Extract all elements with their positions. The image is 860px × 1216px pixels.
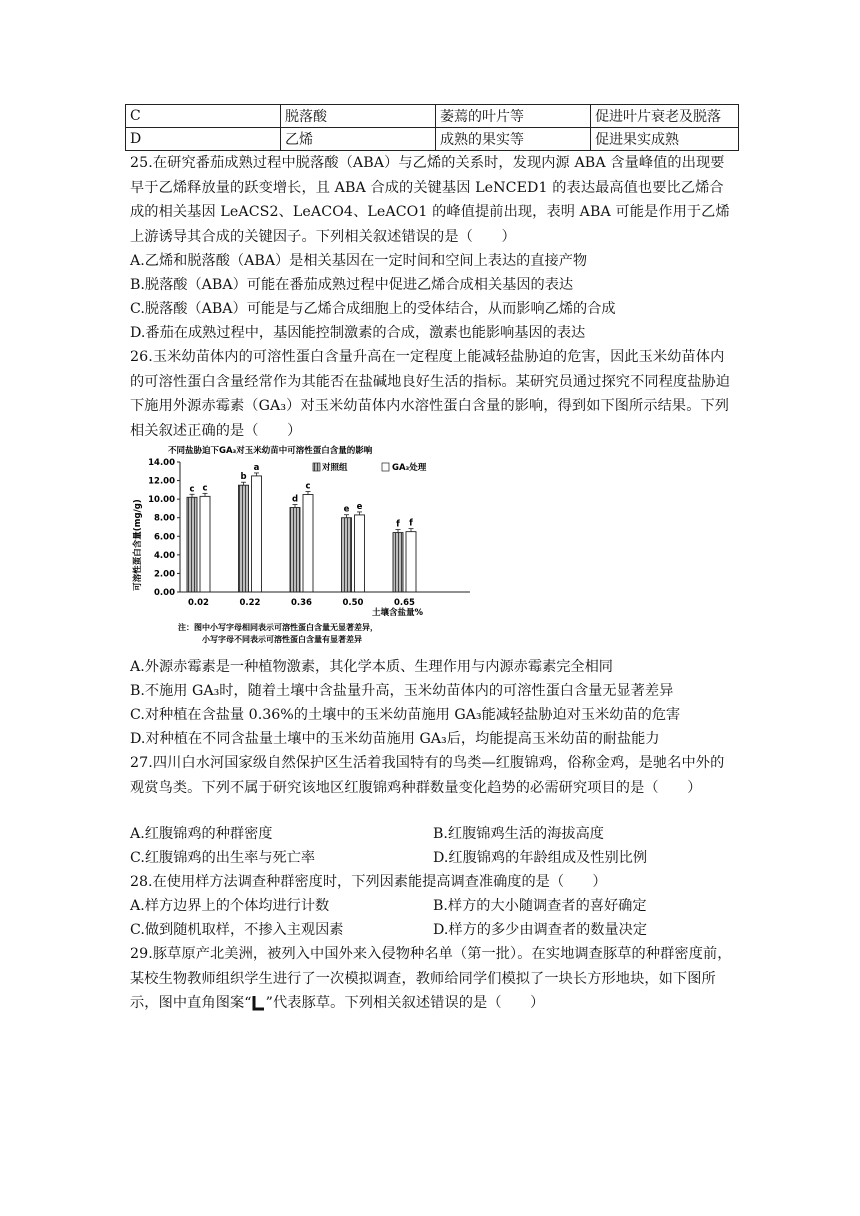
- x-tick-label: 0.36: [291, 598, 312, 608]
- table-cell-role: 促进叶片衰老及脱落: [591, 105, 739, 128]
- y-tick-label: 4.00: [154, 550, 175, 561]
- bar: [303, 495, 313, 593]
- significance-letter: f: [409, 518, 413, 529]
- table-row: [126, 128, 739, 151]
- chart-title: 不同盐胁迫下GA₃对玉米幼苗中可溶性蛋白含量的影响: [168, 446, 373, 456]
- q26-option-d: D.对种植在不同含盐量土壤中的玉米幼苗施用 GA₃后，均能提高玉米幼苗的耐盐能力: [130, 731, 660, 747]
- q25-option-c: C.脱落酸（ABA）可能是与乙烯合成细胞上的受体结合，从而影响乙烯的合成: [130, 301, 616, 317]
- y-axis-label: 可溶性蛋白含量(mg/g): [133, 499, 143, 591]
- significance-letter: c: [189, 484, 195, 495]
- q29-stem-part2: ”代表豚草。下列相关叙述错误的是（ ）: [265, 995, 545, 1011]
- q25-stem: 25.在研究番茄成熟过程中脱落酸（ABA）与乙烯的关系时，发现内源 ABA 含量峰值的出现要早于乙烯释放量的跃变增长，且 ABA 合成的关键基因 LeNCED1 的表达最高值也要比乙烯合成的相关基因 LeACS2、LeACO4、LeACO1 的峰值提前出现，表明 ABA 可能是作用于乙烯上游诱导其合成的关键因子。下列相关叙述错误的是（ ）: [130, 155, 730, 245]
- q26-option-c: C.对种植在含盐量 0.36%的土壤中的玉米幼苗施用 GA₃能减轻盐胁迫对玉米幼苗的危害: [130, 707, 681, 723]
- y-tick-label: 0.00: [154, 588, 175, 598]
- bars-group: [187, 463, 416, 592]
- x-tick-label: 0.65: [394, 598, 415, 608]
- q27-stem: 27.四川白水河国家级自然保护区生活着我国特有的鸟类—红腹锦鸡，俗称金鸡，是驰名中外的观赏鸟类。下列不属于研究该地区红腹锦鸡种群数量变化趋势的必需研究项目的是（ ）: [130, 755, 725, 796]
- significance-letter: c: [305, 481, 311, 492]
- significance-letter: e: [343, 504, 350, 515]
- q27-option-b: B.红腹锦鸡生活的海拔高度: [433, 826, 604, 842]
- significance-letter: f: [396, 519, 400, 530]
- y-tick-label: 2.00: [154, 569, 175, 580]
- table-cell-name: 乙烯: [281, 128, 436, 151]
- y-tick-label: 8.00: [154, 513, 175, 524]
- significance-letter: b: [240, 472, 247, 483]
- q28-option-a: A.样方边界上的个体均进行计数: [130, 898, 330, 914]
- significance-letter: d: [291, 494, 299, 505]
- x-tick-label: 0.50: [342, 598, 364, 608]
- bar: [355, 515, 365, 592]
- bar: [200, 496, 210, 592]
- x-tick-label: 0.22: [239, 598, 261, 608]
- y-tick-label: 14.00: [148, 458, 175, 468]
- q28-option-d: D.样方的多少由调查者的数量决定: [433, 922, 648, 938]
- chart-note-line2: 小写字母不同表示可溶性蛋白含量有显著差异: [202, 635, 362, 644]
- hormone-table: [125, 104, 739, 151]
- q25-option-d: D.番茄在成熟过程中，基因能控制激素的合成，激素也能影响基因的表达: [130, 325, 586, 341]
- y-tick-label: 6.00: [154, 532, 175, 543]
- q25-option-a: A.乙烯和脱落酸（ABA）是相关基因在一定时间和空间上表达的直接产物: [130, 253, 588, 269]
- protein-bar-chart: [130, 440, 475, 652]
- table-cell-key: C: [126, 105, 281, 128]
- significance-letter: a: [253, 462, 260, 473]
- bar: [406, 532, 416, 592]
- x-axis-label: 土壤含盐量%: [372, 608, 424, 618]
- chart-svg: [130, 440, 475, 652]
- q28-option-c: C.做到随机取样，不掺入主观因素: [130, 922, 344, 938]
- right-angle-icon: [252, 995, 266, 1011]
- q29-stem-part1: 29.豚草原产北美洲，被列入中国外来入侵物种名单（第一批）。在实地调查豚草的种群密度前，某校生物教师组织学生进行了一次模拟调查，教师给同学们模拟了一块长方形地块，如下图所示，图中直角图案“: [130, 946, 732, 1011]
- bar: [290, 508, 300, 593]
- table-cell-location: 萎蔫的叶片等: [436, 105, 591, 128]
- bar: [239, 485, 249, 592]
- legend-swatch-ga3: [382, 463, 389, 471]
- y-tick-label: 10.00: [148, 495, 175, 506]
- q27-option-d: D.红腹锦鸡的年龄组成及性别比例: [433, 850, 648, 866]
- table-cell-key: D: [126, 128, 281, 151]
- q26-option-a: A.外源赤霉素是一种植物激素，其化学本质、生理作用与内源赤霉素完全相同: [130, 659, 613, 675]
- legend-label-control: 对照组: [322, 463, 348, 473]
- table-cell-location: 成熟的果实等: [436, 128, 591, 151]
- x-tick-label: 0.02: [188, 598, 209, 608]
- bar: [187, 497, 197, 592]
- q27-option-a: A.红腹锦鸡的种群密度: [130, 826, 273, 842]
- x-axis: [180, 592, 470, 608]
- y-axis: [148, 458, 180, 598]
- bar: [393, 533, 403, 592]
- q29-stem: [130, 942, 735, 1016]
- bar: [252, 476, 262, 592]
- q26-option-b: B.不施用 GA₃时，随着土壤中含盐量升高，玉米幼苗体内的可溶性蛋白含量无显著差异: [130, 683, 674, 699]
- chart-legend: [313, 462, 427, 473]
- q28-option-b: B.样方的大小随调查者的喜好确定: [433, 898, 647, 914]
- table-cell-name: 脱落酸: [281, 105, 436, 128]
- chart-note-line1: 注：图中小写字母相同表示可溶性蛋白含量无显著差异，: [178, 623, 378, 632]
- significance-letter: c: [202, 483, 208, 494]
- bar: [342, 518, 352, 592]
- legend-swatch-control: [313, 463, 320, 471]
- q27-option-c: C.红腹锦鸡的出生率与死亡率: [130, 850, 316, 866]
- q28-stem: 28.在使用样方法调查种群密度时，下列因素能提高调查准确度的是（ ）: [130, 874, 607, 890]
- y-tick-label: 12.00: [148, 476, 175, 487]
- legend-label-ga3: GA₃处理: [392, 463, 427, 473]
- table-row: [126, 105, 739, 128]
- q25-option-b: B.脱落酸（ABA）可能在番茄成熟过程中促进乙烯合成相关基因的表达: [130, 277, 574, 293]
- q26-stem: 26.玉米幼苗体内的可溶性蛋白含量升高在一定程度上能减轻盐胁迫的危害，因此玉米幼苗体内的可溶性蛋白含量经常作为其能否在盐碱地良好生活的指标。某研究员通过探究不同程度盐胁迫下施用外源赤霉素（GA₃）对玉米幼苗体内水溶性蛋白含量的影响，得到如下图所示结果。下列相关叙述正确的是（ ）: [130, 349, 731, 439]
- significance-letter: e: [356, 501, 363, 512]
- table-cell-role: 促进果实成熟: [591, 128, 739, 151]
